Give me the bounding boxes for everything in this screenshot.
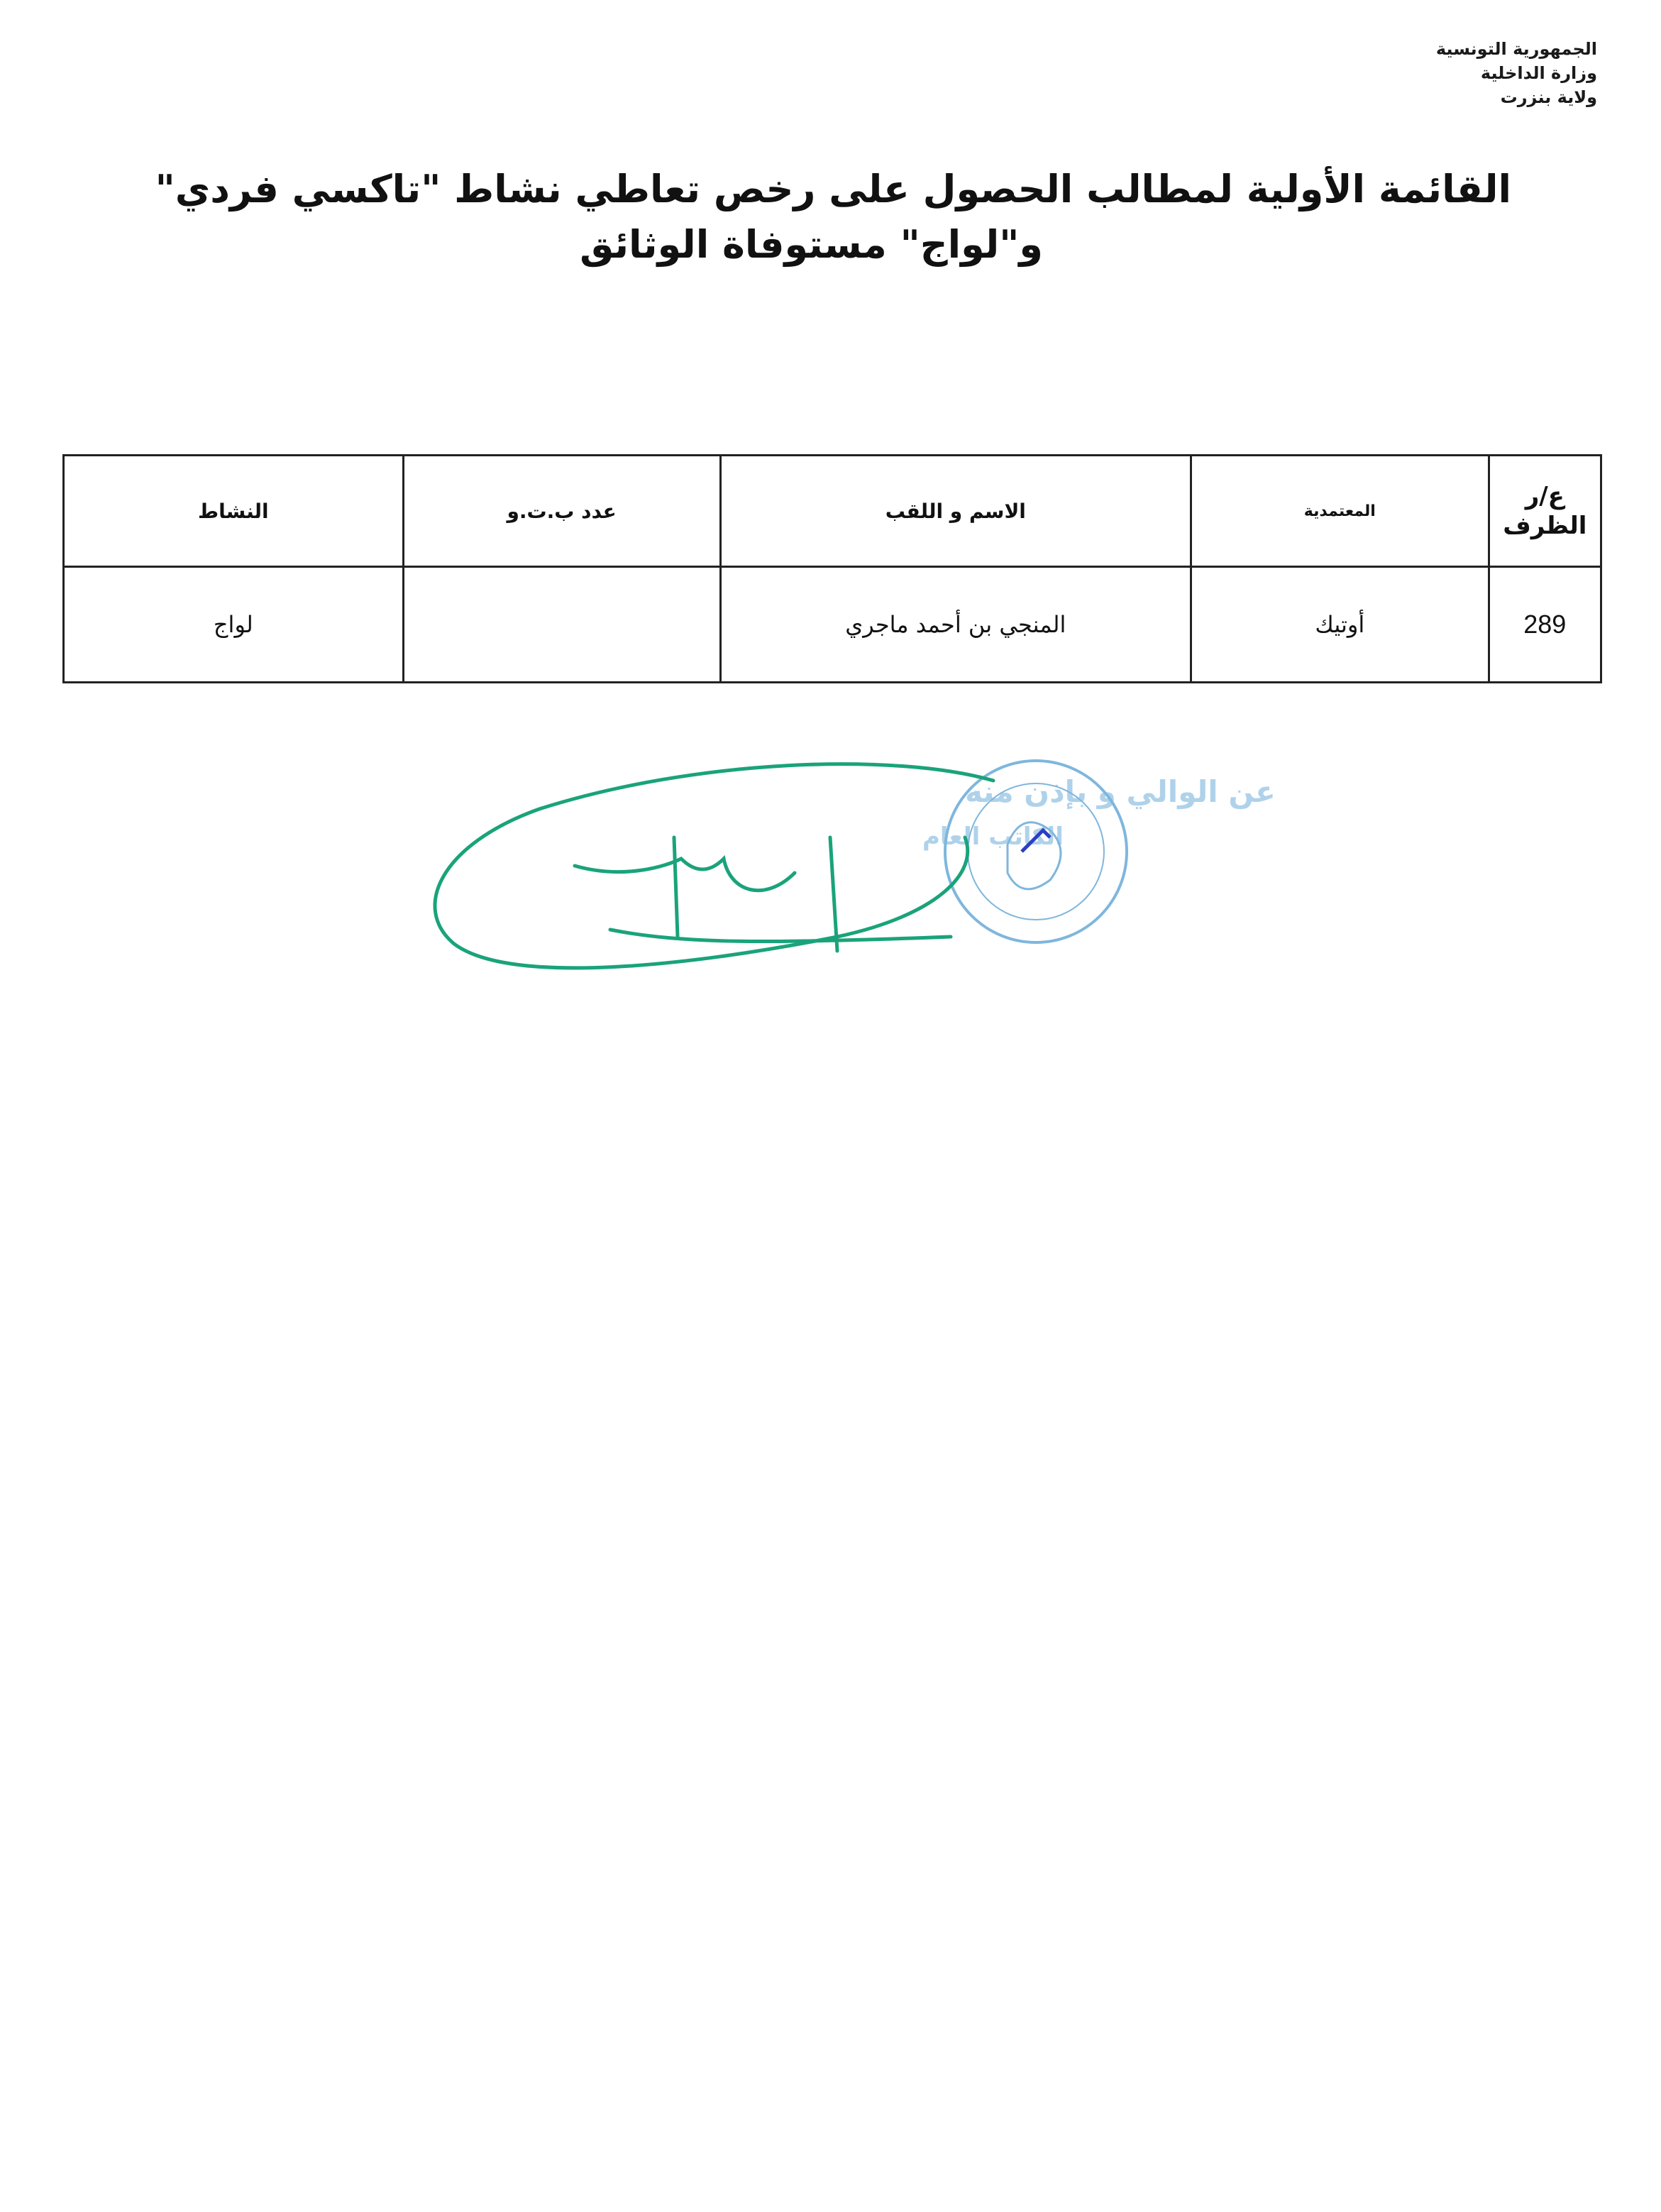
handwritten-signature: [435, 764, 993, 968]
document-title-line-2: و"لواج" مستوفاة الوثائق: [580, 222, 1043, 267]
stamp-line-2: الكاتب العام: [922, 822, 1064, 851]
cell-id-number: [403, 567, 720, 683]
column-header-activity: النشاط: [64, 456, 404, 567]
cell-delegation: أوتيك: [1191, 567, 1489, 683]
column-header-ref: ع/ر الظرف: [1489, 456, 1601, 567]
issuer-country: الجمهورية التونسية: [1435, 39, 1597, 59]
stamp-line-1: عن الوالي و بإذن منه: [965, 774, 1276, 809]
issuer-header: [1436, 37, 1597, 109]
cell-activity: لواج: [64, 567, 404, 683]
table-header-row: [64, 456, 1601, 567]
table-row: [64, 567, 1601, 683]
signature-and-stamp: [397, 731, 1276, 1015]
cell-ref: 289: [1489, 567, 1601, 683]
column-header-delegation: المعتمدية: [1191, 456, 1489, 567]
issuer-ministry: وزارة الداخلية: [1480, 63, 1597, 83]
document-title: [57, 162, 1511, 273]
column-header-id-number: عدد ب.ت.و: [403, 456, 720, 567]
column-header-name: الاسم و اللقب: [720, 456, 1191, 567]
signature-stamp-graphic: [397, 731, 1276, 1015]
document-title-line-1: القائمة الأولية لمطالب الحصول على رخص تعاطي نشاط "تاكسي فردي": [155, 167, 1511, 211]
applicants-table: [62, 454, 1602, 683]
cell-name: المنجي بن أحمد ماجري: [720, 567, 1191, 683]
issuer-governorate: ولاية بنزرت: [1500, 87, 1597, 107]
